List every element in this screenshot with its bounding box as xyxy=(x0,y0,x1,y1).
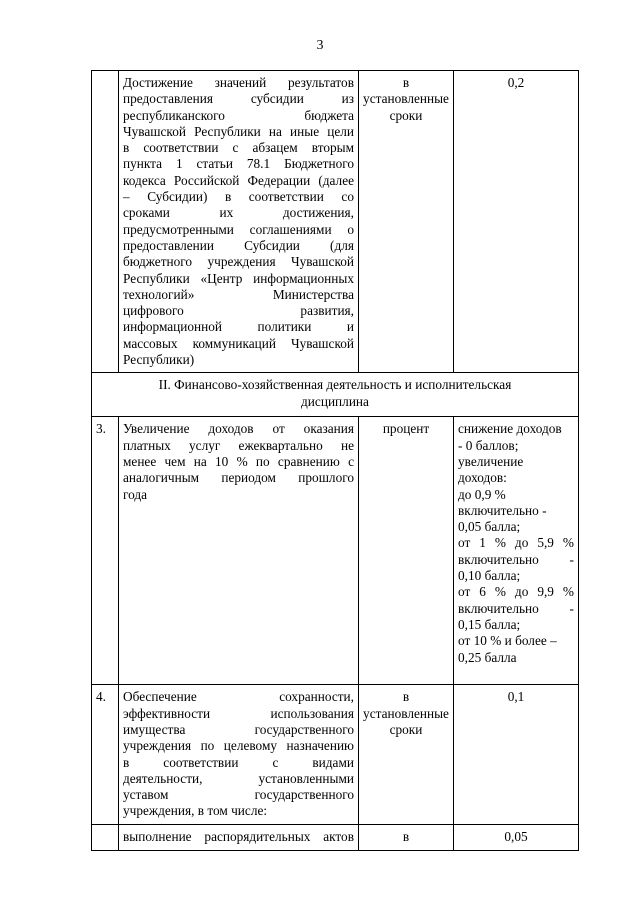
indicator-line: Увеличение доходов от оказания xyxy=(123,421,354,437)
score-line: от 10 % и более – xyxy=(458,633,557,649)
unit-line: в xyxy=(402,689,410,705)
indicator-line: учреждения, в том числе: xyxy=(123,803,268,819)
indicator-line: предусмотренными соглашениями о xyxy=(123,221,354,237)
indicator-line: предоставления субсидии из xyxy=(123,91,354,107)
indicator-line: массовых коммуникаций Чувашской xyxy=(123,335,354,351)
indicator-line: платных услуг ежеквартально не xyxy=(123,437,354,453)
score-cell xyxy=(454,825,579,851)
score-line: доходов: xyxy=(458,470,507,486)
section-row xyxy=(92,373,579,417)
indicator-line: Республики) xyxy=(123,352,195,368)
indicator-line: менее чем на 10 % по сравнению с xyxy=(123,453,354,469)
indicator-line: учреждения по целевому назначению xyxy=(123,738,354,754)
indicator-cell xyxy=(119,71,359,373)
score-cell xyxy=(454,71,579,373)
score-line: 0,10 балла; xyxy=(458,568,521,584)
unit-cell xyxy=(359,71,454,373)
indicator-line: в соответствии с абзацем вторым xyxy=(123,140,354,156)
unit-line: процент xyxy=(382,421,430,437)
unit-line: в xyxy=(402,75,410,90)
score-cell xyxy=(454,685,579,825)
score-line: 0,05 балла; xyxy=(458,519,521,535)
section-title-line: дисциплина xyxy=(301,393,369,409)
page-number: 3 xyxy=(316,38,324,53)
score-line: от 1 % до 5,9 % xyxy=(458,535,574,551)
score-value: 0,1 xyxy=(507,689,525,705)
score-line: включительно - xyxy=(458,502,547,518)
score-line: включительно - xyxy=(458,551,574,567)
table-row xyxy=(92,825,579,851)
indicator-line: республиканского бюджета xyxy=(123,107,354,123)
row-number-cell: 3. xyxy=(92,417,119,685)
unit-line: установленные xyxy=(363,91,449,107)
section-title xyxy=(92,373,579,417)
row-number-cell xyxy=(92,71,119,373)
unit-cell xyxy=(359,825,454,851)
indicator-line: сроками их достижения, xyxy=(123,205,354,221)
score-line: 0,15 балла; xyxy=(458,616,521,632)
score-line: увеличение xyxy=(458,453,524,469)
score-line: от 6 % до 9,9 % xyxy=(458,584,574,600)
indicator-line: выполнение распорядительных актов xyxy=(123,829,354,845)
table-row xyxy=(92,417,579,685)
row-number-cell: 4. xyxy=(92,685,119,825)
score-line: включительно - xyxy=(458,600,574,616)
score-value: 0,2 xyxy=(507,75,525,90)
indicator-cell xyxy=(119,685,359,825)
section-title-line: II. Финансово-хозяйственная деятельность и исполнительская xyxy=(158,377,512,393)
indicator-line: имущества государственного xyxy=(123,721,354,737)
indicator-line: кодекса Российской Федерации (далее xyxy=(123,172,354,188)
score-line: 0,25 балла xyxy=(458,649,517,665)
unit-cell xyxy=(359,417,454,685)
indicator-line: аналогичным периодом прошлого xyxy=(123,470,354,486)
score-cell xyxy=(454,417,579,685)
unit-line: сроки xyxy=(389,107,423,123)
indicator-line: Обеспечение сохранности, xyxy=(123,689,354,705)
indicator-line: в соответствии с видами xyxy=(123,754,354,770)
score-line: снижение доходов xyxy=(458,421,562,437)
score-value: 0,05 xyxy=(504,829,528,845)
unit-line: сроки xyxy=(389,721,423,737)
score-line: - 0 баллов; xyxy=(458,437,519,453)
indicator-line: эффективности использования xyxy=(123,705,354,721)
table-row xyxy=(92,685,579,825)
indicator-line: предоставлении Субсидии (для xyxy=(123,237,354,253)
row-number-cell xyxy=(92,825,119,851)
indicator-cell xyxy=(119,417,359,685)
score-line: до 0,9 % xyxy=(458,486,506,502)
indicator-line: уставом государственного xyxy=(123,787,354,803)
indicator-line: года xyxy=(123,486,148,502)
indicator-line: – Субсидии) в соответствии со xyxy=(123,189,354,205)
indicator-line: деятельности, установленными xyxy=(123,770,354,786)
indicator-line: Чувашской Республики на иные цели xyxy=(123,123,354,139)
unit-line: установленные xyxy=(363,705,449,721)
table-row xyxy=(92,71,579,373)
criteria-table xyxy=(91,70,579,851)
unit-line: в xyxy=(402,829,410,845)
indicator-line: технологий» Министерства xyxy=(123,286,354,302)
indicator-line: Республики «Центр информационных xyxy=(123,270,354,286)
indicator-cell xyxy=(119,825,359,851)
indicator-line: информационной политики и xyxy=(123,319,354,335)
indicator-line: бюджетного учреждения Чувашской xyxy=(123,254,354,270)
unit-cell xyxy=(359,685,454,825)
indicator-line: цифрового развития, xyxy=(123,303,354,319)
indicator-line: Достижение значений результатов xyxy=(123,75,354,90)
indicator-line: пункта 1 статьи 78.1 Бюджетного xyxy=(123,156,354,172)
